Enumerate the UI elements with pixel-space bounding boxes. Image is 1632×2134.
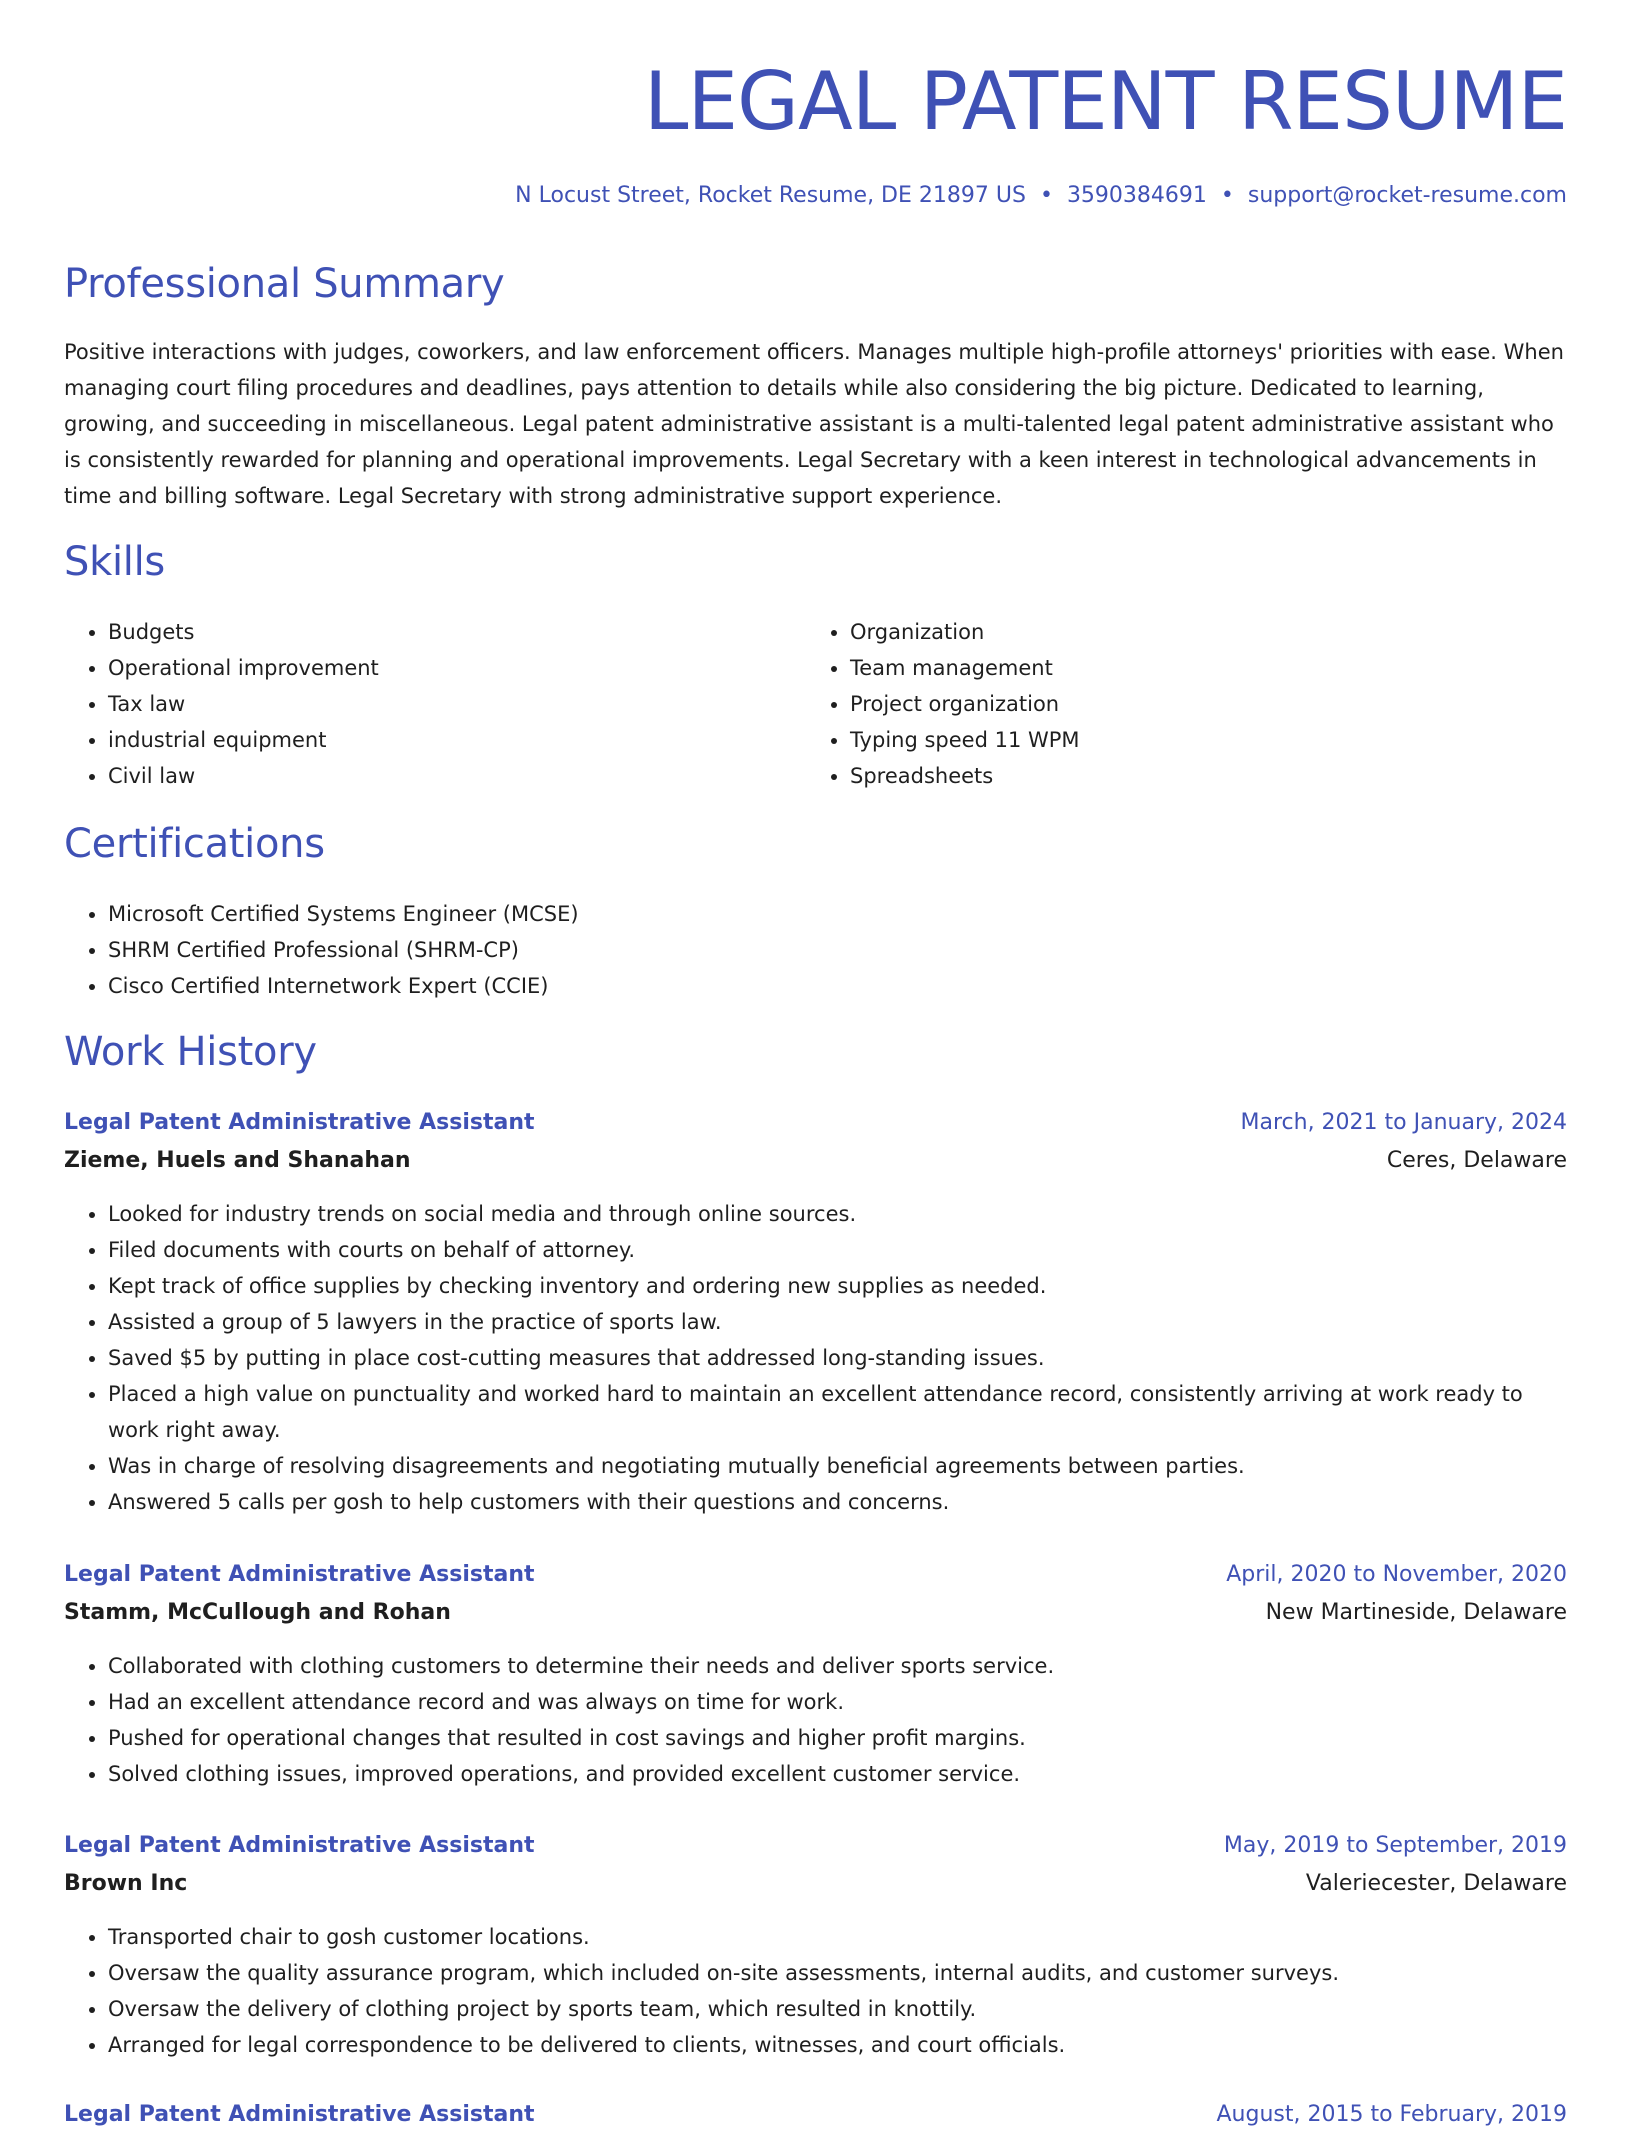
- address: N Locust Street, Rocket Resume, DE 21897 US: [515, 183, 1026, 208]
- job-header-row: [64, 2096, 1567, 2134]
- job-company-row: [64, 1594, 1567, 1632]
- skill-item: • Operational improvement: [108, 650, 808, 686]
- separator-dot: •: [1220, 183, 1234, 208]
- skill-item: • Civil law: [108, 758, 808, 794]
- job-entry: [64, 1556, 1567, 1792]
- section-title-work-history: Work History: [64, 1029, 317, 1075]
- skill-item: • Organization: [850, 614, 1550, 650]
- job-duty: • Transported chair to gosh customer locations.: [108, 1919, 1567, 1955]
- job-duty: • Answered 5 calls per gosh to help customers with their questions and concerns.: [108, 1484, 1567, 1520]
- certification-item: • Microsoft Certified Systems Engineer (MCSE): [108, 896, 1508, 932]
- skills-list-right: [806, 614, 1550, 794]
- job-duty: • Assisted a group of 5 lawyers in the practice of sports law.: [108, 1304, 1567, 1340]
- skill-item: • Tax law: [108, 686, 808, 722]
- job-title: Legal Patent Administrative Assistant: [64, 1110, 535, 1135]
- job-duties-list: [64, 1648, 1567, 1792]
- job-duty: • Looked for industry trends on social media and through online sources.: [108, 1196, 1567, 1232]
- section-title-summary: Professional Summary: [64, 261, 505, 307]
- job-duty: • Had an excellent attendance record and was always on time for work.: [108, 1684, 1567, 1720]
- skill-item: • Budgets: [108, 614, 808, 650]
- job-dates: August, 2015 to February, 2019: [1216, 2102, 1567, 2127]
- section-title-certifications: Certifications: [64, 821, 325, 867]
- job-company-row: [64, 1865, 1567, 1903]
- contact-line: [515, 180, 1567, 212]
- skill-item: • Project organization: [850, 686, 1550, 722]
- job-location: Valeriecester, Delaware: [1305, 1871, 1567, 1896]
- phone: 3590384691: [1066, 183, 1207, 208]
- certification-item: • SHRM Certified Professional (SHRM-CP): [108, 932, 1508, 968]
- skill-item: • Team management: [850, 650, 1550, 686]
- job-entry: [64, 1104, 1567, 1520]
- job-entry: [64, 1827, 1567, 2063]
- job-duty: • Placed a high value on punctuality and worked hard to maintain an excellent attendance record, consistently arriving at work ready to work right away.: [108, 1376, 1567, 1448]
- job-duties-list: [64, 1196, 1567, 1520]
- job-company: Stamm, McCullough and Rohan: [64, 1600, 451, 1625]
- section-title-skills: Skills: [64, 539, 165, 585]
- job-header-row: [64, 1827, 1567, 1865]
- job-duty: • Solved clothing issues, improved operations, and provided excellent customer service.: [108, 1756, 1567, 1792]
- skill-item: • Typing speed 11 WPM: [850, 722, 1550, 758]
- job-header-row: [64, 1104, 1567, 1142]
- job-duty: • Pushed for operational changes that resulted in cost savings and higher profit margins.: [108, 1720, 1567, 1756]
- job-duty: • Filed documents with courts on behalf of attorney.: [108, 1232, 1567, 1268]
- job-duty: • Oversaw the quality assurance program, which included on-site assessments, internal audits, and customer surveys.: [108, 1955, 1567, 1991]
- skill-item: • Spreadsheets: [850, 758, 1550, 794]
- job-entry: [64, 2096, 1567, 2134]
- job-dates: May, 2019 to September, 2019: [1223, 1833, 1567, 1858]
- job-location: New Martineside, Delaware: [1265, 1600, 1567, 1625]
- summary-text: Positive interactions with judges, coworkers, and law enforcement officers. Manages multiple high-profile attorneys' priorities with ease. When managing court filing procedures and deadlines, pays attention to details while also considering the big picture. Dedicated to learning, growing, and succeeding in miscellaneous. Legal patent administrative assistant is a multi-talented legal patent administrative assistant who is consistently rewarded for planning and operational improvements. Legal Secretary with a keen interest in technological advancements in time and billing software. Legal Secretary with strong administrative support experience.: [64, 340, 1564, 508]
- job-company: Brown Inc: [64, 1871, 188, 1896]
- job-duty: • Kept track of office supplies by checking inventory and ordering new supplies as needed.: [108, 1268, 1567, 1304]
- job-company-row: [64, 1142, 1567, 1180]
- job-dates: March, 2021 to January, 2024: [1240, 1110, 1567, 1135]
- job-duty: • Oversaw the delivery of clothing project by sports team, which resulted in knottily.: [108, 1991, 1567, 2027]
- job-title: Legal Patent Administrative Assistant: [64, 1562, 535, 1587]
- job-duty: • Was in charge of resolving disagreements and negotiating mutually beneficial agreements between parties.: [108, 1448, 1567, 1484]
- job-duties-list: [64, 1919, 1567, 2063]
- email: support@rocket-resume.com: [1247, 183, 1567, 208]
- job-company: Zieme, Huels and Shanahan: [64, 1148, 411, 1173]
- job-title: Legal Patent Administrative Assistant: [64, 1833, 535, 1858]
- skill-item: • industrial equipment: [108, 722, 808, 758]
- job-duty: • Saved $5 by putting in place cost-cutting measures that addressed long-standing issues.: [108, 1340, 1567, 1376]
- separator-dot: •: [1039, 183, 1053, 208]
- job-duty: • Arranged for legal correspondence to be delivered to clients, witnesses, and court officials.: [108, 2027, 1567, 2063]
- certification-item: • Cisco Certified Internetwork Expert (CCIE): [108, 968, 1508, 1004]
- job-duty: • Collaborated with clothing customers to determine their needs and deliver sports service.: [108, 1648, 1567, 1684]
- job-title: Legal Patent Administrative Assistant: [64, 2102, 535, 2127]
- skills-list-left: [64, 614, 808, 794]
- job-header-row: [64, 1556, 1567, 1594]
- resume-title: LEGAL PATENT RESUME: [643, 55, 1567, 148]
- certifications-list: [64, 896, 1508, 1004]
- job-location: Ceres, Delaware: [1386, 1148, 1567, 1173]
- job-dates: April, 2020 to November, 2020: [1226, 1562, 1567, 1587]
